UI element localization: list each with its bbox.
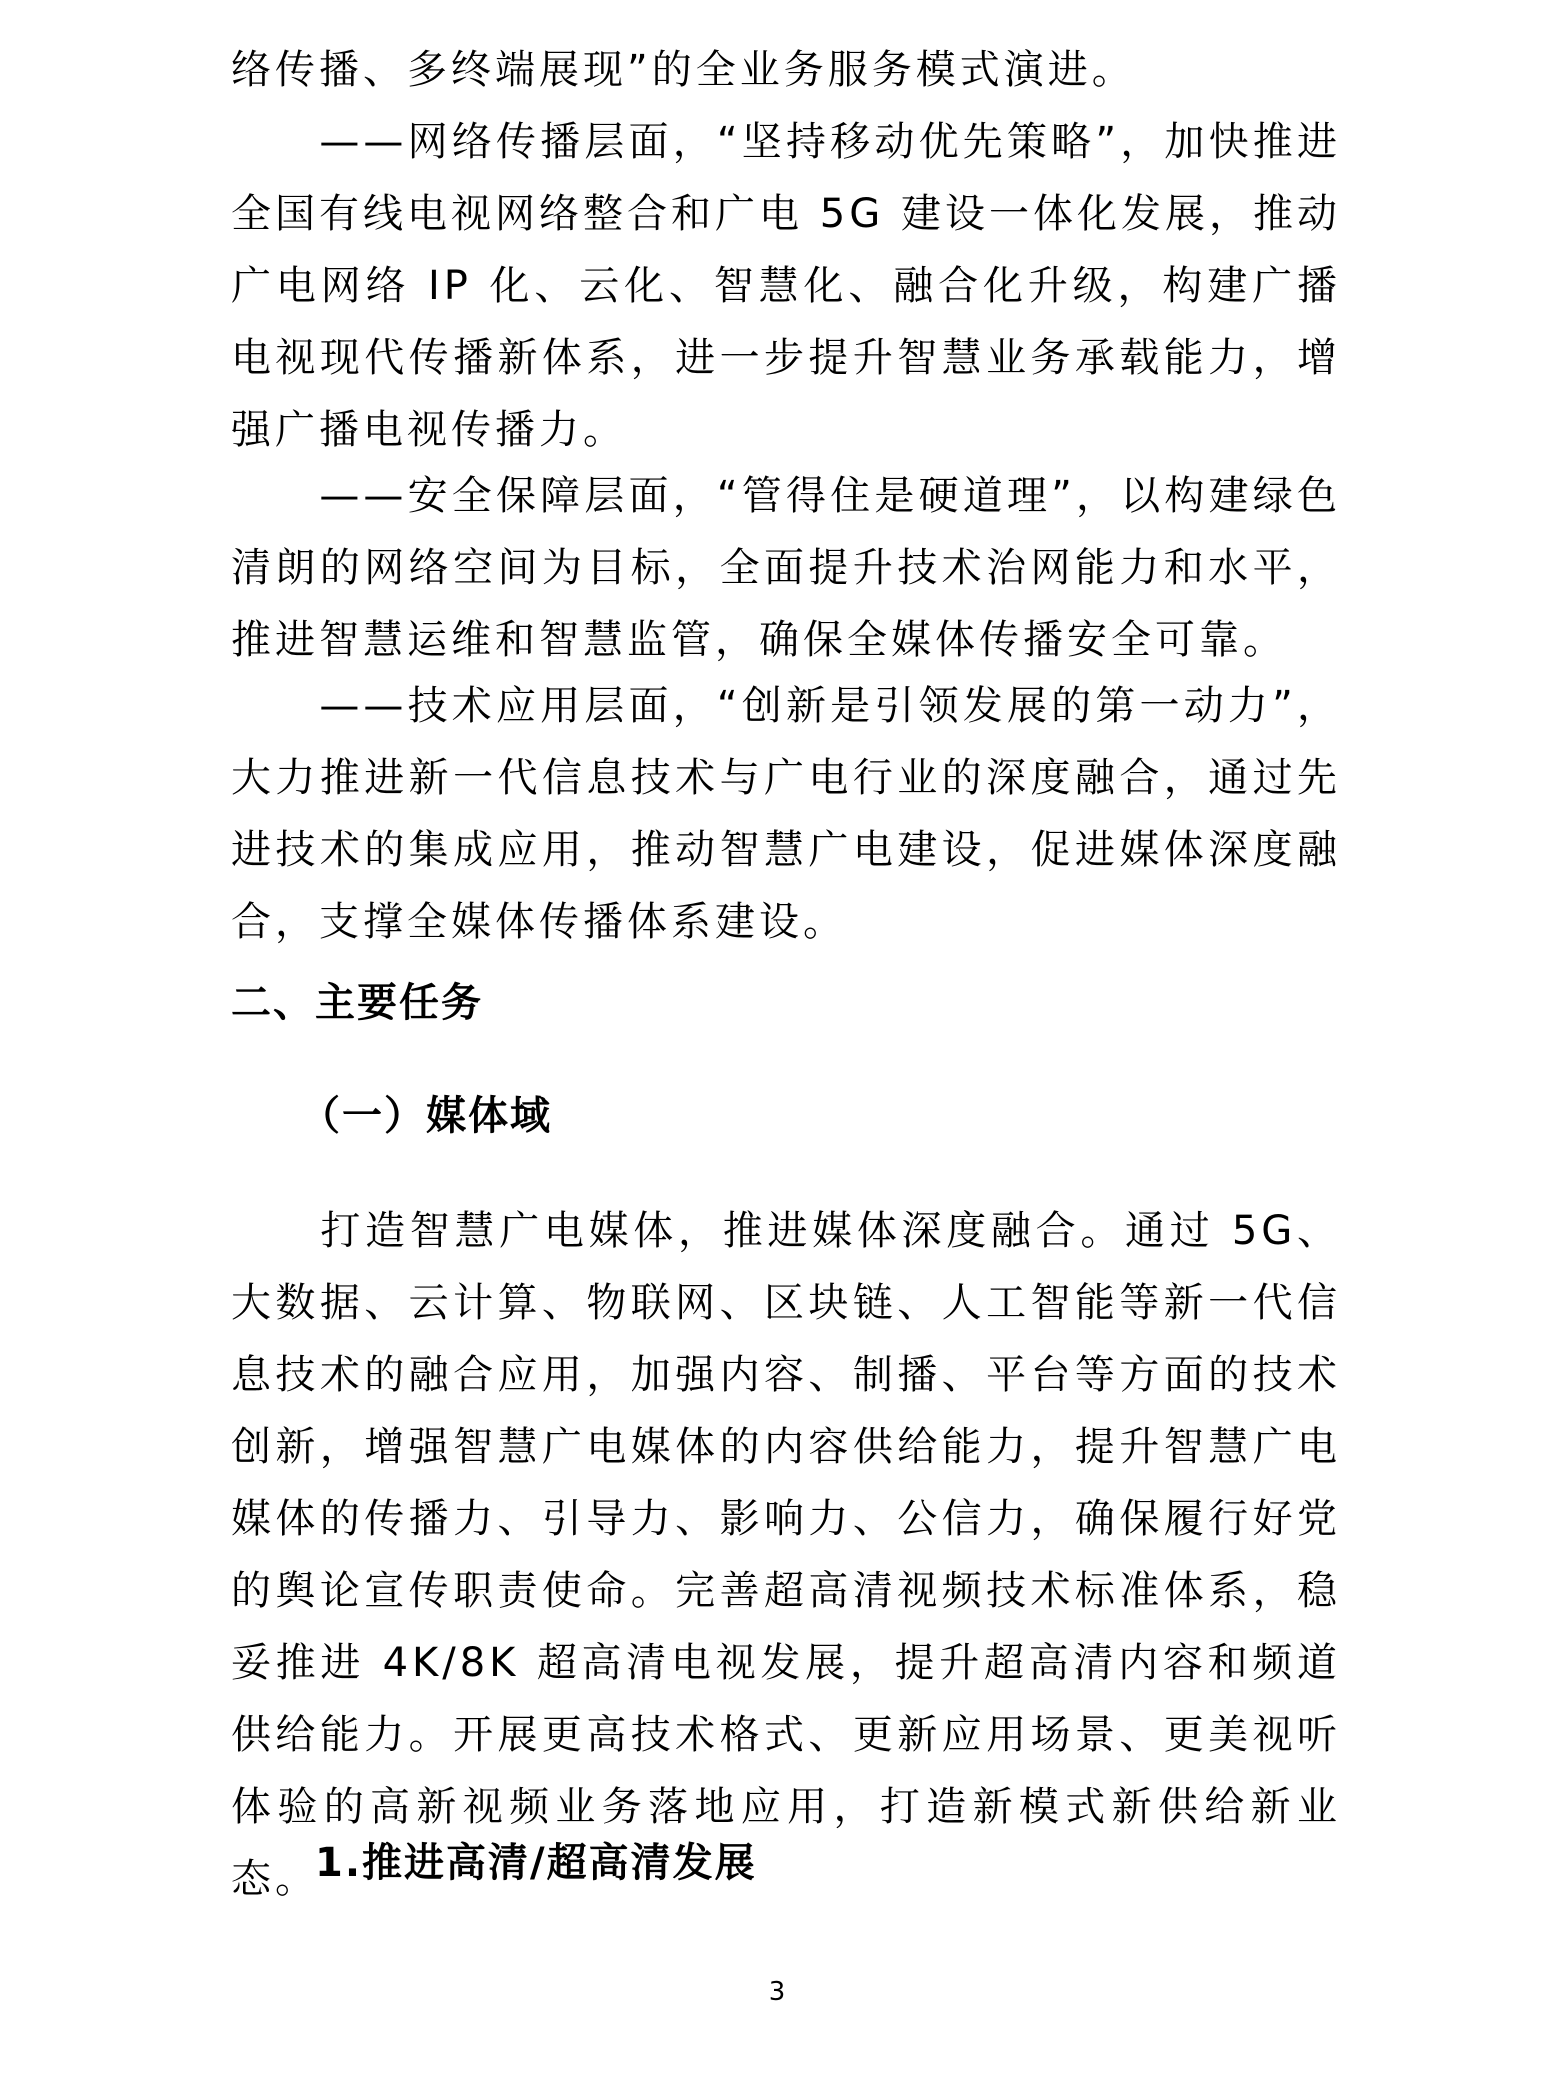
paragraph-technology: ——技术应用层面，“创新是引领发展的第一动力”，大力推进新一代信息技术与广电行业的深度融合，通过先进技术的集成应用，推动智慧广电建设，促进媒体深度融合，支撑全媒体传播体系建设。 [231,683,1341,945]
paragraph-continuation: 络传播、多终端展现”的全业务服务模式演进。 [231,47,1136,93]
paragraph-media-domain: 打造智慧广电媒体，推进媒体深度融合。通过 5G、大数据、云计算、物联网、区块链、人工智能等新一代信息技术的融合应用，加强内容、制播、平台等方面的技术创新，增强智慧广电媒体的内容供给能力，提升智慧广电媒体的传播力、引导力、影响力、公信力，确保履行好党的舆论宣传职责使命。完善超高清视频技术标准体系，稳妥推进 4K/8K 超高清电视发展，提升超高清内容和频道供给能力。开展更高技术格式、更新应用场景、更美视听体验的高新视频业务落地应用，打造新模式新供给新业态。 [231,1208,1341,1902]
paragraph-network: ——网络传播层面，“坚持移动优先策略”，加快推进全国有线电视网络整合和广电 5G 建设一体化发展，推动广电网络 IP 化、云化、智慧化、融合化升级，构建广播电视现代传播新体系，进一步提升智慧业务承载能力，增强广播电视传播力。 [231,119,1341,453]
paragraph-security: ——安全保障层面，“管得住是硬道理”，以构建绿色清朗的网络空间为目标，全面提升技术治网能力和水平，推进智慧运维和智慧监管，确保全媒体传播安全可靠。 [231,473,1341,663]
item-heading-hd-uhd: 1.推进高清/超高清发展 [315,1840,757,1886]
section-heading-main-tasks: 二、主要任务 [231,980,483,1026]
subsection-heading-media-domain: （一）媒体域 [300,1093,552,1139]
page-number: 3 [768,1977,786,2007]
